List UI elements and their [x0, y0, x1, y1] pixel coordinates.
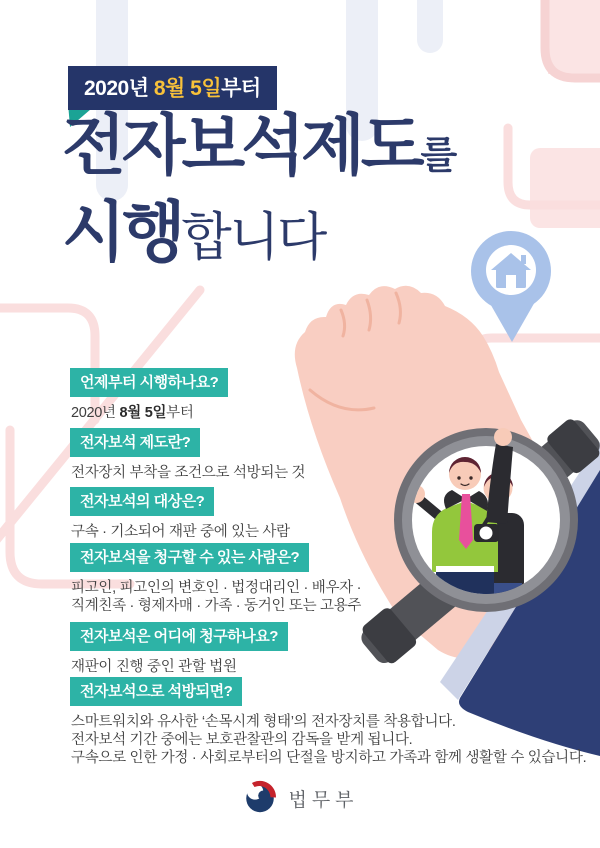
question-label: 전자보석으로 석방되면? — [70, 677, 242, 706]
question-label: 전자보석 제도란? — [70, 428, 200, 457]
answer-prefix: 2020년 — [71, 405, 120, 421]
question-label: 전자보석을 청구할 수 있는 사람은? — [70, 543, 309, 572]
answer-suffix: 부터 — [166, 405, 194, 421]
qa-section-what — [70, 428, 305, 482]
qa-section-where — [70, 622, 288, 676]
answer-line: 직계친족 · 형제자매 · 가족 · 동거인 또는 고용주 — [71, 598, 362, 614]
answer-text: 구속 · 기소되어 재판 중에 있는 사람 — [71, 524, 290, 540]
answer-text — [71, 404, 228, 422]
title-line1 — [62, 108, 457, 182]
question-label: 언제부터 시행하나요? — [70, 368, 228, 397]
question-label: 전자보석은 어디에 청구하나요? — [70, 622, 288, 651]
government-emblem-icon — [241, 778, 279, 816]
question-label: 전자보석의 대상은? — [70, 487, 214, 516]
qa-section-who — [70, 543, 361, 615]
title-line1-main: 전자보석제도 — [62, 108, 421, 182]
answer-text: 재판이 진행 중인 관할 법원 — [71, 659, 237, 675]
badge-suffix: 부터 — [221, 77, 261, 100]
ministry-name: 법무부 — [288, 789, 359, 811]
location-pin-icon — [471, 231, 551, 342]
title-line1-particle: 를 — [420, 135, 457, 177]
answer-text — [71, 579, 361, 615]
answer-line: 스마트워치와 유사한 ‘손목시계 형태’의 전자장치를 착용합니다. — [71, 714, 456, 730]
title-line2-bold: 시행 — [62, 195, 182, 269]
answer-line: 전자보석 기간 중에는 보호관찰관의 감독을 받게 됩니다. — [71, 732, 413, 748]
qa-section-when — [70, 368, 228, 422]
title-line2-rest: 합니다 — [181, 209, 325, 267]
qa-section-target — [70, 487, 290, 541]
answer-text: 전자장치 부착을 조건으로 석방되는 것 — [71, 465, 306, 481]
answer-line: 피고인, 피고인의 변호인 · 법정대리인 · 배우자 · — [71, 580, 362, 596]
badge-prefix: 2020년 — [84, 77, 154, 100]
date-badge — [68, 66, 277, 110]
qa-section-result — [70, 677, 586, 767]
badge-highlight: 8월 5일 — [153, 77, 222, 100]
title-line2 — [62, 195, 456, 269]
footer — [0, 778, 600, 816]
answer-text — [71, 713, 586, 767]
answer-bold-date: 8월 5일 — [119, 405, 167, 421]
page-title — [62, 108, 457, 269]
answer-line: 구속으로 인한 가정 · 사회로부터의 단절을 방지하고 가족과 함께 생활할 수 있습니다. — [71, 750, 587, 766]
